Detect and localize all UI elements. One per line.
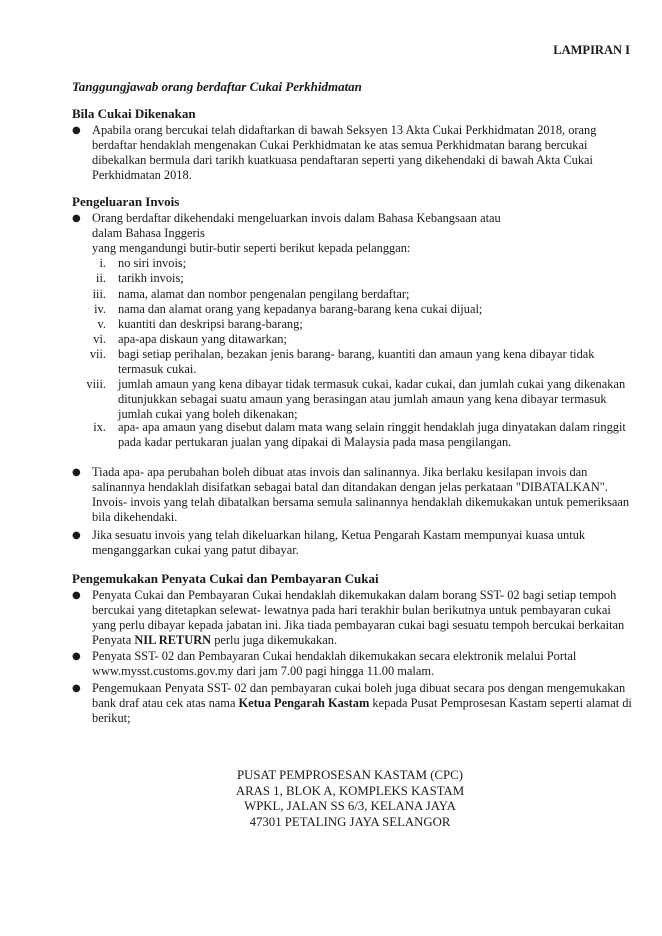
- bullet-dot-icon: ●: [72, 590, 81, 601]
- returns-bullet-2: [72, 649, 632, 679]
- item-number: ix.: [93, 420, 106, 434]
- invoice-bullet-3: [72, 528, 632, 558]
- section-heading-returns: Pengemukakan Penyata Cukai dan Pembayaran Cukai: [72, 571, 379, 586]
- invoice-item-3: [72, 287, 632, 302]
- item-number: i.: [99, 256, 106, 270]
- section-heading-invoice: Pengeluaran Invois: [72, 194, 180, 209]
- item-number: iii.: [92, 287, 106, 301]
- returns-bullet-1-part-b: perlu juga dikemukakan.: [211, 633, 338, 647]
- returns-bullet-3: [72, 681, 632, 726]
- invoice-item-6: [72, 332, 632, 347]
- item-text: tarikh invois;: [118, 271, 184, 285]
- invoice-item-5: [72, 317, 632, 332]
- bullet-dot-icon: ●: [72, 125, 81, 136]
- invoice-bullet-2: [72, 465, 632, 525]
- bullet-dot-icon: ●: [72, 213, 81, 224]
- returns-bullet-1-text: [92, 588, 632, 648]
- bullet-dot-icon: ●: [72, 467, 81, 478]
- address-line-4: 47301 PETALING JAYA SELANGOR: [249, 814, 451, 829]
- invoice-item-9: [72, 420, 632, 450]
- item-number: vi.: [93, 332, 106, 346]
- item-text: bagi setiap perihalan, bezakan jenis barang- barang, kuantiti dan amaun yang kena dibayar tidak termasuk cukai.: [118, 347, 595, 376]
- invoice-item-4: [72, 302, 632, 317]
- address-line-3: WPKL, JALAN SS 6/3, KELANA JAYA: [244, 799, 456, 813]
- annex-label: LAMPIRAN I: [553, 43, 630, 57]
- invoice-bullet-1: [72, 211, 632, 241]
- address-block: [200, 768, 500, 830]
- returns-bullet-2-text: Penyata SST- 02 dan Pembayaran Cukai hendaklah dikemukakan secara elektronik melalui Portal www.mysst.customs.gov.my dari jam 7.00 pagi hingga 11.00 malam.: [92, 649, 577, 678]
- invoice-intro: yang mengandungi butir-butir seperti berikut kepada pelanggan:: [92, 241, 411, 255]
- returns-bullet-1: [72, 588, 632, 648]
- invoice-item-1: [72, 256, 632, 271]
- invoice-item-7: [72, 347, 632, 377]
- section-heading-charged: Bila Cukai Dikenakan: [72, 106, 196, 121]
- item-text: no siri invois;: [118, 256, 187, 270]
- invoice-bullet-1-text: Orang berdaftar dikehendaki mengeluarkan invois dalam Bahasa Kebangsaan atau dalam Bahasa Inggeris: [92, 211, 501, 240]
- address-line-1: PUSAT PEMPROSESAN KASTAM (CPC): [237, 768, 463, 782]
- returns-bullet-1-part-a: Penyata Cukai dan Pembayaran Cukai hendaklah dikemukakan dalam borang SST- 02 bagi setiap tempoh bercukai yang ditetapkan selewat- lewatnya pada hari terakhir bulan berikutnya untuk pembayaran cukai yang perlu dibayar kepada jabatan ini. Jika tiada pembayaran cukai bagi sesuatu tempoh bercukai berkaitan Penyata: [92, 588, 625, 647]
- item-text: jumlah amaun yang kena dibayar tidak termasuk cukai, kadar cukai, dan jumlah cukai yang dikenakan ditunjukkan sebagai suatu amaun yang berasingan atau jumlah amaun yang kena dibayar termasuk jumlah cukai yang boleh dikenakan;: [118, 377, 626, 421]
- invoice-item-8: [72, 377, 632, 422]
- director-general-text: Ketua Pengarah Kastam: [238, 696, 370, 710]
- item-text: apa- apa amaun yang disebut dalam mata wang selain ringgit hendaklah juga dinyatakan dalam ringgit pada kadar pertukaran jualan yang dipakai di Malaysia pada masa pengilangan.: [118, 420, 626, 449]
- address-line-2: ARAS 1, BLOK A, KOMPLEKS KASTAM: [235, 783, 465, 798]
- item-number: iv.: [94, 302, 106, 316]
- item-number: vii.: [89, 347, 106, 361]
- returns-bullet-3-part-b: kepada Pusat Pemprosesan Kastam seperti alamat di berikut;: [92, 696, 632, 725]
- invoice-item-2: [72, 271, 632, 286]
- invoice-bullet-3-text: Jika sesuatu invois yang telah dikeluarkan hilang, Ketua Pengarah Kastam mempunyai kuasa untuk menganggarkan cukai yang patut dibayar.: [92, 528, 586, 557]
- item-text: nama, alamat dan nombor pengenalan pengilang berdaftar;: [118, 287, 410, 301]
- item-text: nama dan alamat orang yang kepadanya barang-barang kena cukai dijual;: [118, 302, 483, 316]
- document-title: Tanggungjawab orang berdaftar Cukai Perkhidmatan: [72, 79, 362, 94]
- charged-bullet-1: [72, 123, 632, 183]
- invoice-bullet-2-text: Tiada apa- apa perubahan boleh dibuat atas invois dan salinannya. Jika berlaku kesilapan invois dan salinannya hendaklah disifatkan sebagai batal dan ditandakan dengan jelas perkataan "DIBATALKAN". Invois- invois yang telah dibatalkan bersama semula salinannya hendaklah dikemukakan untuk pemeriksaan bila dikehendaki.: [92, 465, 630, 524]
- item-text: apa-apa diskaun yang ditawarkan;: [118, 332, 287, 346]
- bullet-dot-icon: ●: [72, 651, 81, 662]
- nil-return-text: NIL RETURN: [134, 633, 212, 647]
- charged-bullet-1-text: Apabila orang bercukai telah didaftarkan di bawah Seksyen 13 Akta Cukai Perkhidmatan 2018, orang berdaftar hendaklah mengenakan Cukai Perkhidmatan ke atas semua Perkhidmatan barang bercukai dibekalkan bermula dari tarikh kuatkuasa pendaftaran seperti yang dikehendaki di bawah Akta Cukai Perkhidmatan 2018.: [92, 123, 597, 182]
- item-number: v.: [97, 317, 106, 331]
- returns-bullet-3-text: [92, 681, 632, 726]
- item-text: kuantiti dan deskripsi barang-barang;: [118, 317, 303, 331]
- bullet-dot-icon: ●: [72, 683, 81, 694]
- returns-bullet-3-part-a: Pengemukaan Penyata SST- 02 dan pembayaran cukai boleh juga dibuat secara pos dengan mengemukakan bank draf atau cek atas nama: [92, 681, 626, 710]
- item-number: ii.: [96, 271, 106, 285]
- bullet-dot-icon: ●: [72, 530, 81, 541]
- item-number: viii.: [86, 377, 106, 391]
